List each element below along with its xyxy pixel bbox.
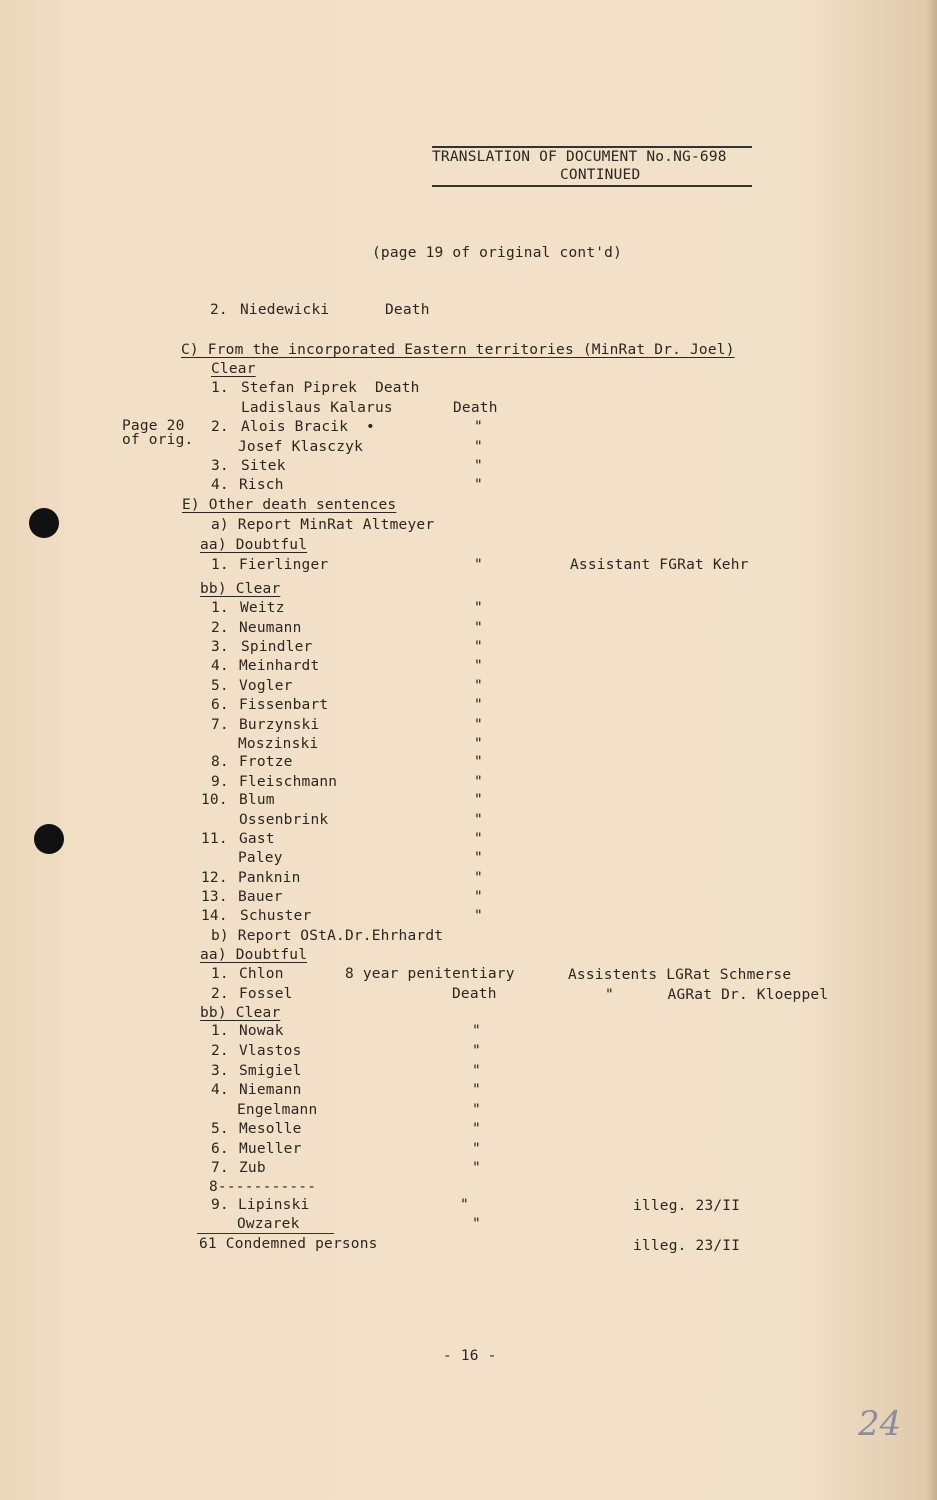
entry-verdict: " bbox=[474, 774, 483, 790]
assistant-note: Assistents LGRat Schmerse bbox=[568, 967, 792, 983]
entry-verdict: 8 year penitentiary bbox=[345, 966, 515, 982]
entry-verdict: " bbox=[472, 1121, 481, 1137]
entry-name: Fleischmann bbox=[239, 774, 338, 790]
entry-number: 2. bbox=[211, 986, 229, 1002]
entry-number: 7. bbox=[211, 1160, 229, 1176]
entry-verdict: " bbox=[474, 620, 483, 636]
entry-name: Chlon bbox=[239, 966, 284, 982]
entry-name: Lipinski bbox=[238, 1197, 310, 1213]
section-c-heading: C) From the incorporated Eastern territories (MinRat Dr. Joel) bbox=[181, 342, 735, 358]
entry-name: Gast bbox=[239, 831, 275, 847]
entry-name: Sitek bbox=[241, 458, 286, 474]
entry-name: Ladislaus Kalarus bbox=[241, 400, 393, 416]
entry-name: Risch bbox=[239, 477, 284, 493]
entry-verdict: " bbox=[474, 639, 483, 655]
entry-verdict: " bbox=[474, 831, 483, 847]
assistant-note: " AGRat Dr. Kloeppel bbox=[605, 987, 829, 1003]
entry-name: Ossenbrink bbox=[239, 812, 329, 828]
entry-name: Fissenbart bbox=[239, 697, 329, 713]
entry-verdict: " bbox=[472, 1023, 481, 1039]
entry-name: Niedewicki bbox=[240, 302, 330, 318]
entry-number: 3. bbox=[211, 639, 229, 655]
entry-name: Engelmann bbox=[237, 1102, 318, 1118]
entry-name: Neumann bbox=[239, 620, 302, 636]
entry-number: 4. bbox=[211, 658, 229, 674]
entry-verdict: " bbox=[472, 1216, 481, 1232]
entry-number: 1. bbox=[211, 600, 229, 616]
report-a-label: a) Report MinRat Altmeyer bbox=[211, 517, 435, 533]
entry-name: Fossel bbox=[239, 986, 293, 1002]
entry-number: 13. bbox=[201, 889, 228, 905]
entry-number: 10. bbox=[201, 792, 228, 808]
entry-verdict: Death bbox=[453, 400, 498, 416]
entry-verdict: " bbox=[474, 870, 483, 886]
section-e-heading: E) Other death sentences bbox=[182, 497, 397, 513]
entry-verdict: " bbox=[474, 754, 483, 770]
handwritten-page-number: 24 bbox=[858, 1404, 902, 1444]
doubtful-label: aa) Doubtful bbox=[200, 947, 308, 963]
entry-name: Josef Klasczyk bbox=[238, 439, 364, 455]
entry-number: 8. bbox=[211, 754, 229, 770]
clear-label: bb) Clear bbox=[200, 581, 281, 597]
entry-verdict: " bbox=[474, 458, 483, 474]
punch-hole-top bbox=[29, 508, 59, 538]
entry-name: Moszinski bbox=[238, 736, 319, 752]
report-b-label: b) Report OStA.Dr.Ehrhardt bbox=[211, 928, 444, 944]
entry-verdict: " bbox=[472, 1043, 481, 1059]
entry-number: 7. bbox=[211, 717, 229, 733]
entry-verdict: " bbox=[472, 1082, 481, 1098]
document-title: TRANSLATION OF DOCUMENT No.NG-698 bbox=[432, 149, 727, 165]
entry-verdict: " bbox=[474, 850, 483, 866]
header-rule-bottom bbox=[432, 185, 752, 187]
entry-name: Weitz bbox=[240, 600, 285, 616]
entry-number: 6. bbox=[211, 697, 229, 713]
entry-name: Panknin bbox=[238, 870, 301, 886]
punch-hole-bottom bbox=[34, 824, 64, 854]
entry-name: Zub bbox=[239, 1160, 266, 1176]
entry-number: 5. bbox=[211, 1121, 229, 1137]
entry-verdict: " bbox=[474, 658, 483, 674]
entry-verdict: " bbox=[472, 1102, 481, 1118]
entry-number: 1. bbox=[211, 1023, 229, 1039]
entry-verdict: " bbox=[472, 1141, 481, 1157]
entry-verdict: " bbox=[474, 889, 483, 905]
entry-number: 14. bbox=[201, 908, 228, 924]
entry-name: Vlastos bbox=[239, 1043, 302, 1059]
entry-number: 1. bbox=[211, 966, 229, 982]
entry-verdict: " bbox=[472, 1160, 481, 1176]
illegible-note: illeg. 23/II bbox=[633, 1238, 741, 1254]
entry-name: Blum bbox=[239, 792, 275, 808]
entry-verdict: " bbox=[474, 697, 483, 713]
entry-name: Frotze bbox=[239, 754, 293, 770]
entry-number: 3. bbox=[211, 1063, 229, 1079]
entry-name: Owzarek bbox=[237, 1216, 300, 1232]
entry-number: 1. bbox=[211, 380, 229, 396]
doubtful-label: aa) Doubtful bbox=[200, 537, 308, 553]
entry-name: Paley bbox=[238, 850, 283, 866]
entry-name: Nowak bbox=[239, 1023, 284, 1039]
entry-name: Burzynski bbox=[239, 717, 320, 733]
entry-verdict: " bbox=[460, 1197, 469, 1213]
entry-name: Fierlinger bbox=[239, 557, 329, 573]
entry-name: Smigiel bbox=[239, 1063, 302, 1079]
entry-verdict: " bbox=[472, 1063, 481, 1079]
entry-verdict: Death bbox=[452, 986, 497, 1002]
page-note: (page 19 of original cont'd) bbox=[372, 245, 623, 261]
entry-number: 4. bbox=[211, 477, 229, 493]
entry-name: Schuster bbox=[240, 908, 312, 924]
total-line: 61 Condemned persons bbox=[199, 1236, 378, 1252]
total-rule bbox=[197, 1233, 334, 1234]
entry-number: 6. bbox=[211, 1141, 229, 1157]
entry-number: 2. bbox=[210, 302, 228, 318]
clear-label: bb) Clear bbox=[200, 1005, 281, 1021]
entry-number: 11. bbox=[201, 831, 228, 847]
entry-verdict: " bbox=[474, 600, 483, 616]
page-edge bbox=[927, 0, 937, 1500]
separator-line: 8----------- bbox=[209, 1179, 317, 1195]
entry-number: 2. bbox=[211, 1043, 229, 1059]
entry-number: 5. bbox=[211, 678, 229, 694]
entry-verdict: " bbox=[474, 557, 483, 573]
entry-number: 2. bbox=[211, 419, 229, 435]
entry-verdict: " bbox=[474, 908, 483, 924]
entry-verdict: " bbox=[474, 812, 483, 828]
entry-verdict: " bbox=[474, 736, 483, 752]
entry-name: Stefan Piprek Death bbox=[241, 380, 420, 396]
entry-name: Mueller bbox=[239, 1141, 302, 1157]
entry-number: 12. bbox=[201, 870, 228, 886]
entry-number: 4. bbox=[211, 1082, 229, 1098]
margin-note-line2: of orig. bbox=[122, 432, 194, 448]
entry-number: 2. bbox=[211, 620, 229, 636]
entry-verdict: " bbox=[474, 477, 483, 493]
entry-verdict: " bbox=[474, 439, 483, 455]
entry-name: Spindler bbox=[241, 639, 313, 655]
entry-name: Alois Bracik • bbox=[241, 419, 375, 435]
entry-name: Vogler bbox=[239, 678, 293, 694]
entry-name: Bauer bbox=[238, 889, 283, 905]
entry-number: 9. bbox=[211, 1197, 229, 1213]
entry-number: 1. bbox=[211, 557, 229, 573]
entry-verdict: Death bbox=[385, 302, 430, 318]
entry-verdict: " bbox=[474, 678, 483, 694]
entry-name: Meinhardt bbox=[239, 658, 320, 674]
illegible-note: illeg. 23/II bbox=[633, 1198, 741, 1214]
entry-verdict: " bbox=[474, 717, 483, 733]
assistant-note: Assistant FGRat Kehr bbox=[570, 557, 749, 573]
section-c-clear-label: Clear bbox=[211, 361, 256, 377]
entry-verdict: " bbox=[474, 419, 483, 435]
page-number: - 16 - bbox=[443, 1348, 497, 1364]
document-subtitle: CONTINUED bbox=[560, 167, 641, 183]
entry-number: 3. bbox=[211, 458, 229, 474]
margin-note-line1: Page 20 bbox=[122, 418, 185, 434]
entry-verdict: " bbox=[474, 792, 483, 808]
entry-name: Mesolle bbox=[239, 1121, 302, 1137]
entry-name: Niemann bbox=[239, 1082, 302, 1098]
entry-number: 9. bbox=[211, 774, 229, 790]
